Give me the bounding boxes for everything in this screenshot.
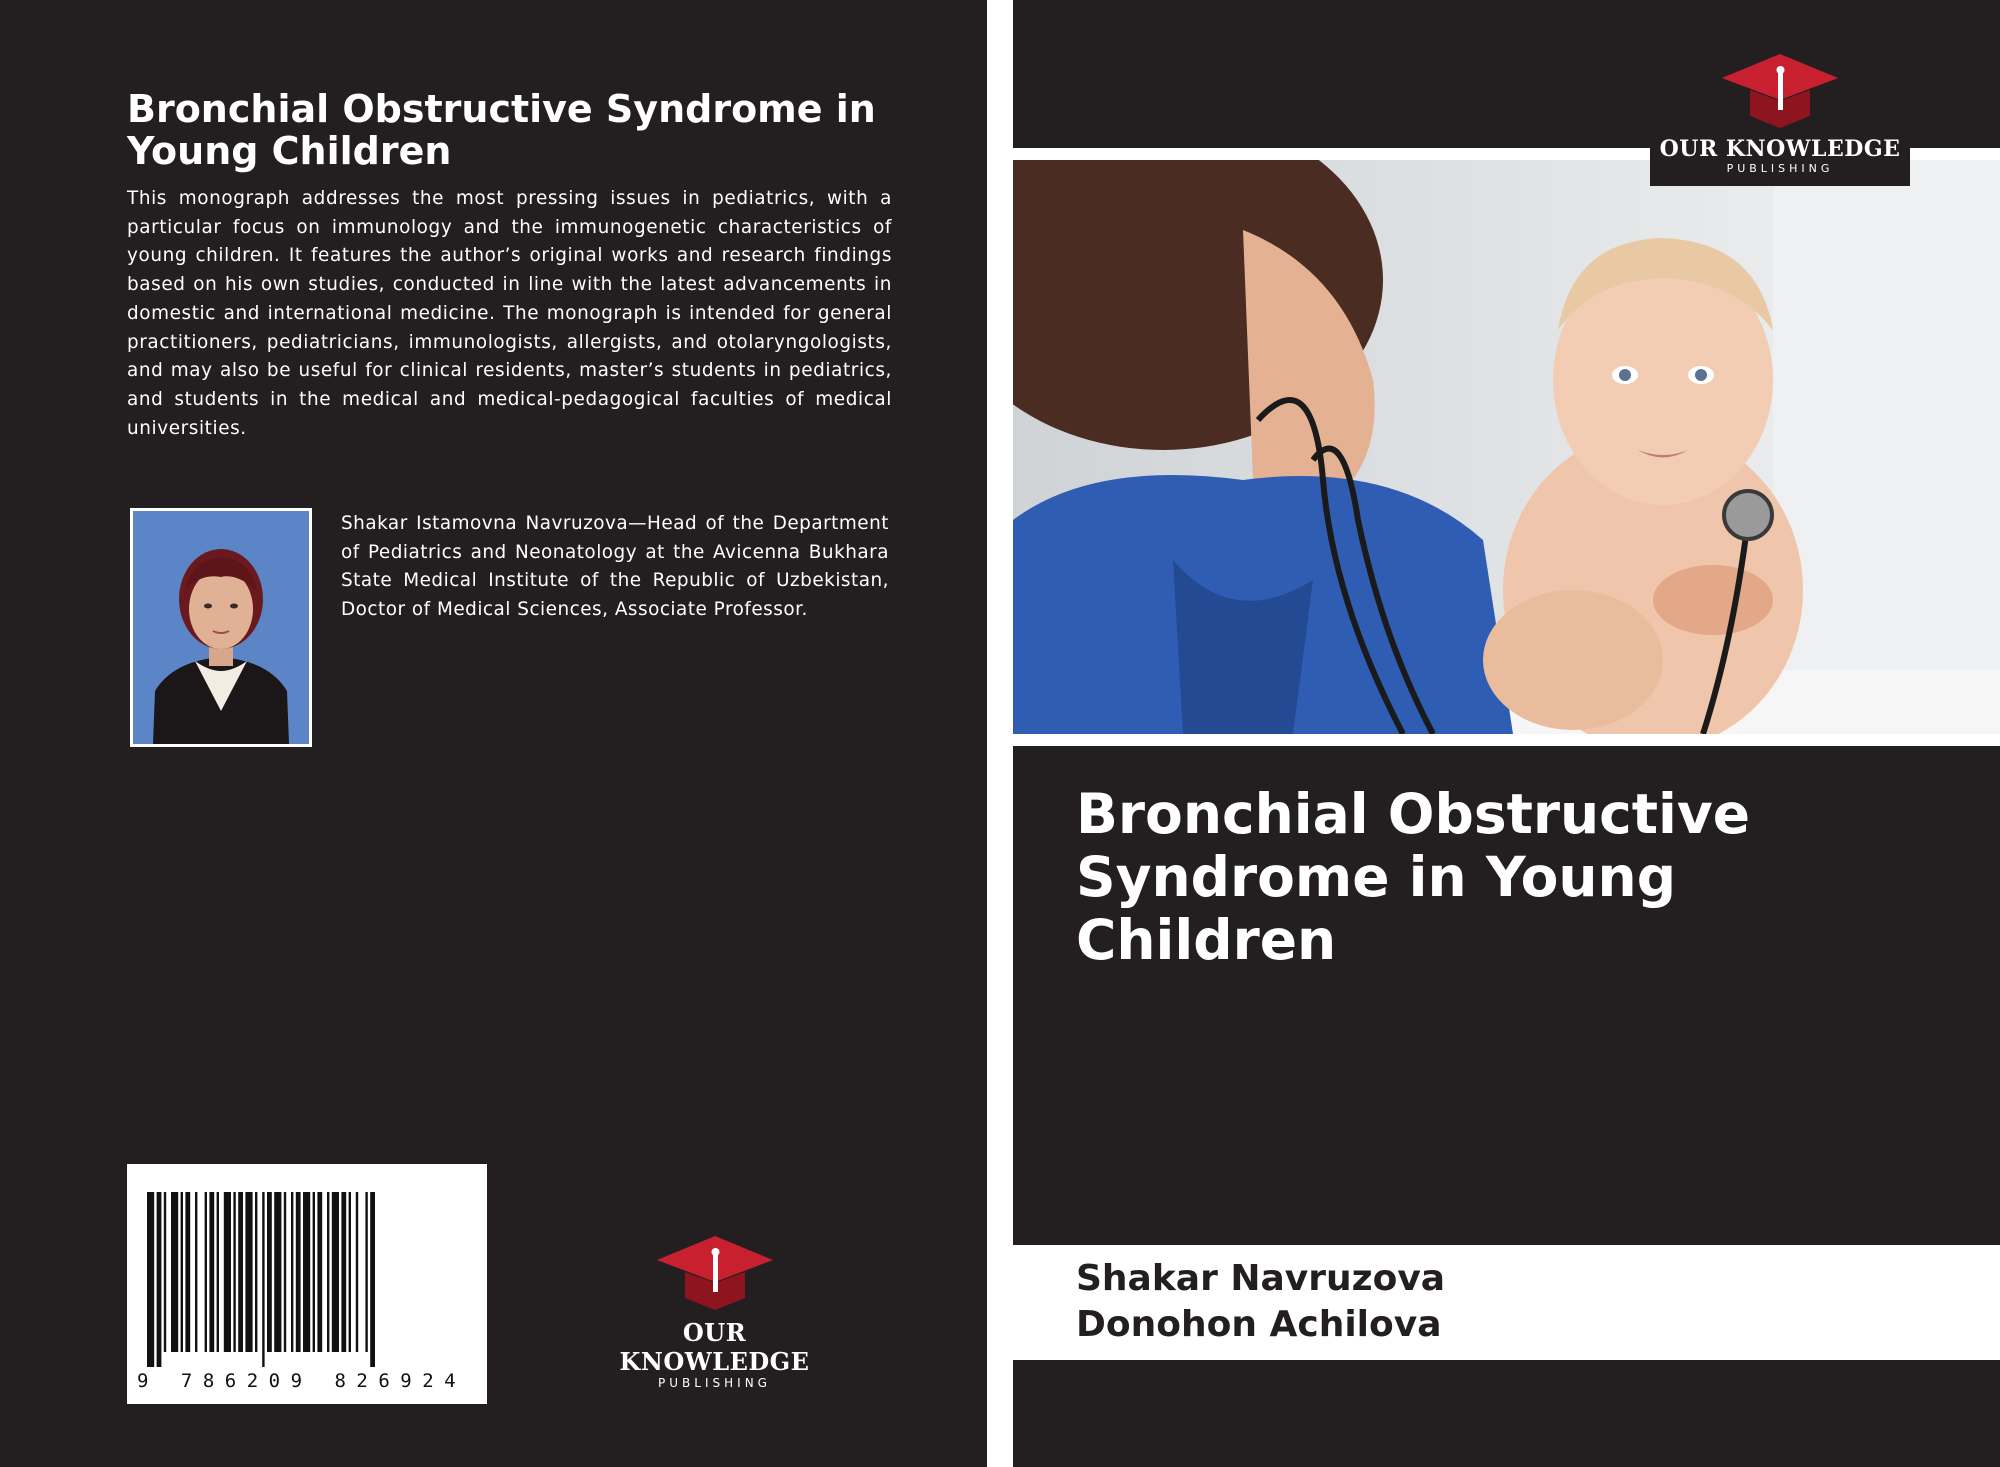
front-cover-bottom-band (1013, 1360, 2000, 1467)
back-cover-description: This monograph addresses the most pressing issues in pediatrics, with a particular focus on immunology and the immunogenetic characteristics of young children. It features the author’s original works and research findings based on his own studies, conducted in line with the latest advancements in domestic and international medicine. The monograph is intended for general practitioners, pediatricians, immunologists, allergists, and otolaryngologists, and may also be useful for clinical residents, master’s students in pediatrics, and students in the medical and medical-pedagogical faculties of medical universities. (127, 188, 892, 439)
author-list (1076, 1256, 1876, 1348)
back-cover-title: Bronchial Obstructive Syndrome in Young Children (127, 87, 876, 173)
author-name: Shakar Navruzova (1076, 1258, 1446, 1299)
publisher-name: OUR KNOWLEDGE (1659, 136, 1901, 162)
spine-divider (987, 0, 1013, 1467)
cover-photo (1013, 160, 2000, 734)
mortarboard-icon (1720, 52, 1840, 132)
author-photo (130, 508, 312, 747)
barcode (127, 1164, 487, 1404)
publisher-logo-back (597, 1234, 832, 1390)
isbn-digits: 9 786209 826924 (137, 1370, 467, 1392)
barcode-bars (145, 1192, 470, 1367)
publisher-logo-front (1650, 0, 1910, 186)
publisher-sub: PUBLISHING (1726, 162, 1834, 175)
mortarboard-icon (655, 1234, 775, 1314)
publisher-sub: PUBLISHING (658, 1376, 771, 1390)
author-name: Donohon Achilova (1076, 1304, 1442, 1345)
author-bio: Shakar Istamovna Navruzova—Head of the Department of Pediatrics and Neonatology at the Avicenna Bukhara State Medical Institute of the Republic of Uzbekistan, Doctor of Medical Sciences, Associate Professor. (341, 513, 889, 621)
front-cover-title: Bronchial Obstructive Syndrome in Young Children (1076, 782, 1751, 972)
publisher-name: OUR KNOWLEDGE (619, 1318, 810, 1376)
